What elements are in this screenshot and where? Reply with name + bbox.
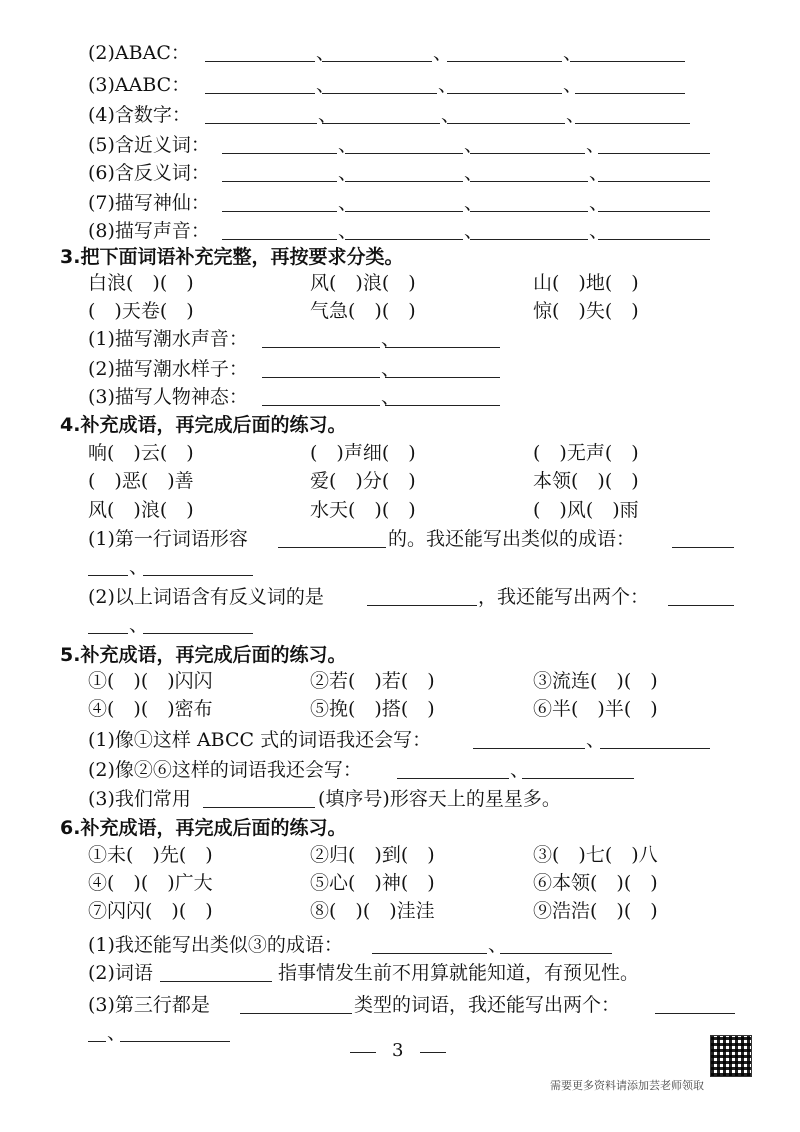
separator: 、 xyxy=(316,42,336,64)
separator: 、 xyxy=(381,386,401,408)
idiom-cell: ⑥本领( )( ) xyxy=(533,872,658,894)
separator: 、 xyxy=(566,104,586,126)
answer-blank[interactable] xyxy=(203,807,315,808)
idiom-cell: ( )风( )雨 xyxy=(533,499,639,521)
answer-blank[interactable] xyxy=(447,123,565,124)
separator: 、 xyxy=(433,42,453,64)
answer-blank[interactable] xyxy=(598,211,710,212)
separator: 、 xyxy=(381,328,401,350)
answer-blank[interactable] xyxy=(262,347,380,348)
idiom-cell: 风( )浪( ) xyxy=(310,272,416,294)
sub-question: (2)以上词语含有反义词的是 xyxy=(88,586,324,608)
idiom-cell: ⑤挽( )搭( ) xyxy=(310,698,435,720)
question-title: 3.把下面词语补充完整，再按要求分类。 xyxy=(60,246,404,268)
answer-blank[interactable] xyxy=(88,633,128,634)
sub-question: 指事情发生前不用算就能知道，有预见性。 xyxy=(278,962,640,984)
qr-code-icon xyxy=(710,1035,752,1077)
answer-blank[interactable] xyxy=(222,211,337,212)
separator: 、 xyxy=(107,1022,127,1044)
answer-blank[interactable] xyxy=(575,123,690,124)
separator: 、 xyxy=(338,134,358,156)
sub-question: (3)我们常用 xyxy=(88,788,191,810)
idiom-cell: ①( )( )闪闪 xyxy=(88,670,213,692)
separator: 、 xyxy=(338,162,358,184)
idiom-cell: 白浪( )( ) xyxy=(88,272,194,294)
sub-question: (3)描写人物神态： xyxy=(88,386,248,408)
sub-question: 类型的词语，我还能写出两个： xyxy=(354,994,621,1016)
idiom-cell: ①未( )先( ) xyxy=(88,844,213,866)
page-number: 3 xyxy=(392,1040,404,1061)
separator: 、 xyxy=(464,162,484,184)
answer-blank[interactable] xyxy=(522,778,634,779)
answer-blank[interactable] xyxy=(143,633,253,634)
answer-blank[interactable] xyxy=(160,981,272,982)
answer-blank[interactable] xyxy=(385,377,500,378)
sub-question: ，我还能写出两个： xyxy=(478,586,650,608)
page-number-dash-right xyxy=(420,1052,446,1053)
answer-blank[interactable] xyxy=(385,347,500,348)
answer-blank[interactable] xyxy=(322,93,437,94)
answer-blank[interactable] xyxy=(262,377,380,378)
sub-question: 的。我还能写出类似的成语： xyxy=(388,528,636,550)
part2-label: (5)含近义词： xyxy=(88,134,210,156)
idiom-cell: 响( )云( ) xyxy=(88,442,194,464)
idiom-cell: ⑥半( )半( ) xyxy=(533,698,658,720)
separator: 、 xyxy=(488,934,508,956)
answer-blank[interactable] xyxy=(205,123,317,124)
separator: 、 xyxy=(589,162,609,184)
answer-blank[interactable] xyxy=(473,748,585,749)
answer-blank[interactable] xyxy=(372,953,487,954)
answer-blank[interactable] xyxy=(240,1013,352,1014)
answer-blank[interactable] xyxy=(500,953,612,954)
separator: 、 xyxy=(129,556,149,578)
separator: 、 xyxy=(563,42,583,64)
answer-blank[interactable] xyxy=(262,405,380,406)
part2-label: (2)ABAC： xyxy=(88,42,190,64)
question-title: 5.补充成语，再完成后面的练习。 xyxy=(60,644,347,666)
sub-question: (1)描写潮水声音： xyxy=(88,328,248,350)
sub-question: (2)描写潮水样子： xyxy=(88,358,248,380)
page-number-dash-left xyxy=(350,1052,376,1053)
answer-blank[interactable] xyxy=(598,239,710,240)
idiom-cell: ( )声细( ) xyxy=(310,442,416,464)
sub-question: (2)像②⑥这样的词语我还会写： xyxy=(88,759,362,781)
sub-question: (2)词语 xyxy=(88,962,153,984)
separator: 、 xyxy=(510,759,530,781)
answer-blank[interactable] xyxy=(345,211,463,212)
idiom-cell: ④( )( )广大 xyxy=(88,872,213,894)
part2-label: (3)AABC： xyxy=(88,74,191,96)
separator: 、 xyxy=(464,192,484,214)
sub-question: (3)第三行都是 xyxy=(88,994,210,1016)
idiom-cell: ( )无声( ) xyxy=(533,442,639,464)
part2-label: (7)描写神仙： xyxy=(88,192,210,214)
separator: 、 xyxy=(438,74,458,96)
answer-blank[interactable] xyxy=(222,153,337,154)
separator: 、 xyxy=(338,220,358,242)
question-title: 6.补充成语，再完成后面的练习。 xyxy=(60,817,347,839)
sub-question: (1)我还能写出类似③的成语： xyxy=(88,934,343,956)
separator: 、 xyxy=(563,74,583,96)
answer-blank[interactable] xyxy=(88,575,128,576)
answer-blank[interactable] xyxy=(222,181,337,182)
separator: 、 xyxy=(381,358,401,380)
sub-question: (填序号)形容天上的星星多。 xyxy=(318,788,561,810)
footer-note: 需要更多资料请添加芸老师领取 xyxy=(550,1079,704,1092)
answer-blank[interactable] xyxy=(570,61,685,62)
idiom-cell: ⑦闪闪( )( ) xyxy=(88,900,213,922)
answer-blank[interactable] xyxy=(470,181,588,182)
separator: 、 xyxy=(464,220,484,242)
answer-blank[interactable] xyxy=(345,181,463,182)
sub-question: (1)第一行词语形容 xyxy=(88,528,248,550)
idiom-cell: ③( )七( )八 xyxy=(533,844,658,866)
part2-label: (6)含反义词： xyxy=(88,162,210,184)
answer-blank[interactable] xyxy=(345,239,463,240)
separator: 、 xyxy=(586,134,606,156)
answer-blank[interactable] xyxy=(205,93,315,94)
idiom-cell: 水天( )( ) xyxy=(310,499,416,521)
separator: 、 xyxy=(586,729,606,751)
idiom-cell: ④( )( )密布 xyxy=(88,698,213,720)
separator: 、 xyxy=(316,74,336,96)
answer-blank[interactable] xyxy=(278,547,386,548)
separator: 、 xyxy=(318,104,338,126)
answer-blank[interactable] xyxy=(322,123,440,124)
separator: 、 xyxy=(589,220,609,242)
idiom-cell: ( )天卷( ) xyxy=(88,300,194,322)
answer-blank[interactable] xyxy=(385,405,500,406)
answer-blank[interactable] xyxy=(470,211,588,212)
answer-blank[interactable] xyxy=(367,605,477,606)
answer-blank[interactable] xyxy=(598,153,710,154)
idiom-cell: ③流连( )( ) xyxy=(533,670,658,692)
answer-blank[interactable] xyxy=(322,61,432,62)
answer-blank[interactable] xyxy=(672,547,734,548)
answer-blank[interactable] xyxy=(120,1041,230,1042)
answer-blank[interactable] xyxy=(600,748,710,749)
answer-blank[interactable] xyxy=(222,239,337,240)
idiom-cell: ( )恶( )善 xyxy=(88,470,194,492)
answer-blank[interactable] xyxy=(447,93,562,94)
answer-blank[interactable] xyxy=(668,605,734,606)
idiom-cell: 本领( )( ) xyxy=(533,470,639,492)
idiom-cell: ②归( )到( ) xyxy=(310,844,435,866)
idiom-cell: 爱( )分( ) xyxy=(310,470,416,492)
idiom-cell: ⑧( )( )洼洼 xyxy=(310,900,435,922)
answer-blank[interactable] xyxy=(397,778,509,779)
answer-blank[interactable] xyxy=(88,1041,106,1042)
idiom-cell: 风( )浪( ) xyxy=(88,499,194,521)
separator: 、 xyxy=(464,134,484,156)
separator: 、 xyxy=(129,614,149,636)
answer-blank[interactable] xyxy=(345,153,463,154)
answer-blank[interactable] xyxy=(655,1013,735,1014)
answer-blank[interactable] xyxy=(470,239,588,240)
part2-label: (8)描写声音： xyxy=(88,220,210,242)
answer-blank[interactable] xyxy=(470,153,585,154)
idiom-cell: ②若( )若( ) xyxy=(310,670,435,692)
separator: 、 xyxy=(441,104,461,126)
idiom-cell: ⑤心( )神( ) xyxy=(310,872,435,894)
answer-blank[interactable] xyxy=(447,61,562,62)
idiom-cell: 气急( )( ) xyxy=(310,300,416,322)
answer-blank[interactable] xyxy=(205,61,315,62)
sub-question: (1)像①这样 ABCC 式的词语我还会写： xyxy=(88,729,432,751)
separator: 、 xyxy=(589,192,609,214)
answer-blank[interactable] xyxy=(598,181,710,182)
answer-blank[interactable] xyxy=(575,93,685,94)
part2-label: (4)含数字： xyxy=(88,104,191,126)
answer-blank[interactable] xyxy=(143,575,253,576)
question-title: 4.补充成语，再完成后面的练习。 xyxy=(60,414,347,436)
idiom-cell: 惊( )失( ) xyxy=(533,300,639,322)
idiom-cell: ⑨浩浩( )( ) xyxy=(533,900,658,922)
separator: 、 xyxy=(338,192,358,214)
idiom-cell: 山( )地( ) xyxy=(533,272,639,294)
